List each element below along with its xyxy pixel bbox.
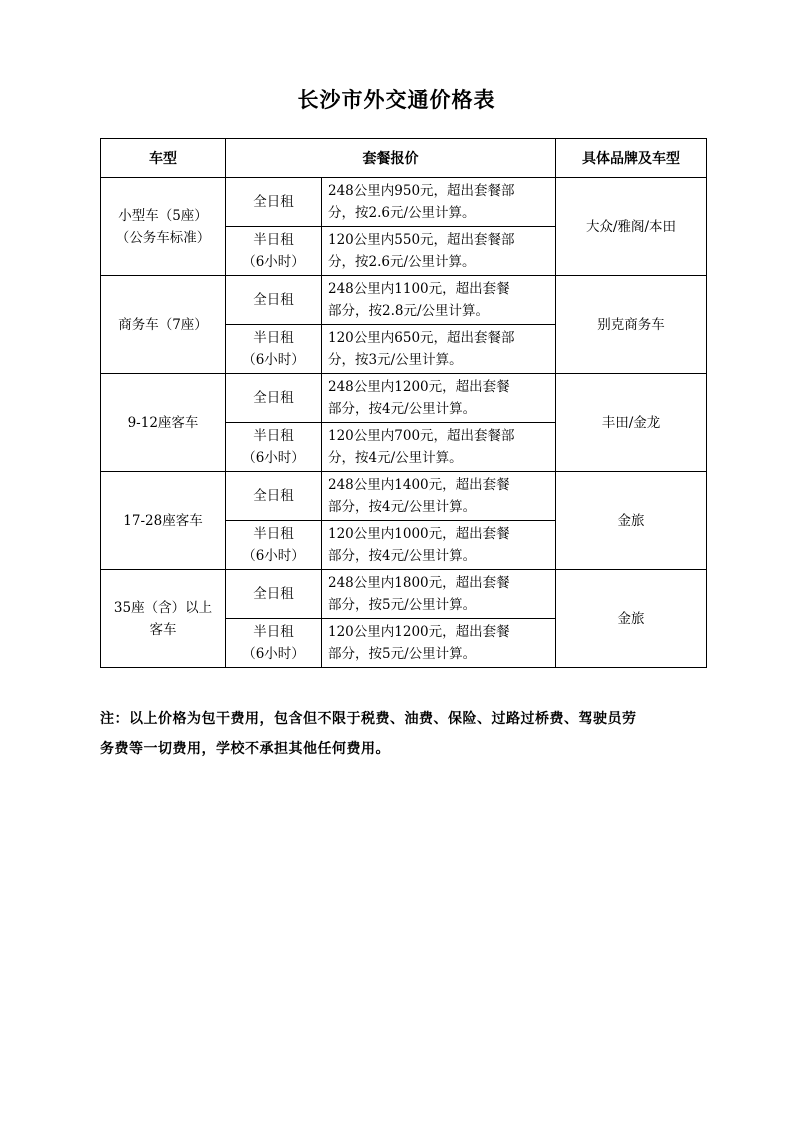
price-desc-line: 分，按4元/公里计算。: [328, 450, 463, 466]
rental-mode-label: 全日租: [253, 390, 294, 406]
rental-mode-cell: [226, 472, 322, 521]
price-desc-line: 248公里内1100元，超出套餐: [328, 281, 510, 297]
rental-mode-cell: [226, 423, 322, 472]
price-desc-line: 120公里内550元，超出套餐部: [328, 232, 515, 248]
rental-mode-cell: [226, 619, 322, 668]
vehicle-type-cell: [101, 178, 226, 276]
price-desc-cell: [322, 423, 556, 472]
price-desc-cell: [322, 374, 556, 423]
price-desc-line: 248公里内1800元，超出套餐: [328, 575, 510, 591]
vehicle-type-cell: [101, 472, 226, 570]
brand-cell: 金旅: [556, 570, 707, 668]
table-header-row: [101, 139, 707, 178]
brand-cell: 别克商务车: [556, 276, 707, 374]
rental-mode-label: 全日租: [253, 586, 294, 602]
price-desc-line: 120公里内700元，超出套餐部: [328, 428, 515, 444]
header-brand-model: 具体品牌及车型: [556, 139, 707, 178]
table-row: [101, 374, 707, 423]
price-desc-line: 248公里内1200元，超出套餐: [328, 379, 510, 395]
rental-mode-label: 半日租: [253, 526, 294, 542]
rental-mode-cell: [226, 276, 322, 325]
rental-mode-label: 半日租: [253, 624, 294, 640]
footnote-line: 注：以上价格为包干费用，包含但不限于税费、油费、保险、过路过桥费、驾驶员劳: [100, 711, 637, 727]
footnote: [100, 704, 710, 764]
rental-mode-label: 全日租: [253, 194, 294, 210]
price-desc-line: 分，按2.6元/公里计算。: [328, 205, 476, 221]
rental-mode-label: 全日租: [253, 488, 294, 504]
price-desc-cell: [322, 178, 556, 227]
rental-mode-sublabel: （6小时）: [242, 352, 305, 368]
vehicle-type-line: 35座（含）以上: [113, 599, 213, 616]
vehicle-type-cell: [101, 570, 226, 668]
rental-mode-label: 全日租: [253, 292, 294, 308]
brand-cell: 大众/雅阁/本田: [556, 178, 707, 276]
price-desc-cell: [322, 521, 556, 570]
page-title: 长沙市外交通价格表: [297, 88, 496, 112]
rental-mode-sublabel: （6小时）: [242, 254, 305, 270]
price-desc-line: 部分，按5元/公里计算。: [328, 597, 477, 613]
rental-mode-cell: [226, 570, 322, 619]
footnote-line: 务费等一切费用，学校不承担其他任何费用。: [100, 741, 390, 757]
vehicle-type-line: 商务车（7座）: [118, 316, 208, 333]
rental-mode-label: 半日租: [253, 232, 294, 248]
price-desc-line: 分，按3元/公里计算。: [328, 352, 463, 368]
table-row: [101, 570, 707, 619]
rental-mode-sublabel: （6小时）: [242, 646, 305, 662]
rental-mode-cell: [226, 374, 322, 423]
table-row: [101, 276, 707, 325]
vehicle-type-line: （公务车标准）: [115, 229, 211, 246]
rental-mode-sublabel: （6小时）: [242, 548, 305, 564]
table-row: [101, 472, 707, 521]
price-desc-line: 120公里内650元，超出套餐部: [328, 330, 515, 346]
brand-cell: 金旅: [556, 472, 707, 570]
price-desc-line: 120公里内1200元，超出套餐: [328, 624, 510, 640]
vehicle-type-line: 9-12座客车: [127, 414, 199, 431]
header-vehicle-type: 车型: [101, 139, 226, 178]
price-table: [100, 138, 707, 668]
price-desc-line: 部分，按4元/公里计算。: [328, 499, 477, 515]
rental-mode-cell: [226, 227, 322, 276]
price-desc-line: 部分，按4元/公里计算。: [328, 401, 477, 417]
price-desc-cell: [322, 570, 556, 619]
rental-mode-cell: [226, 521, 322, 570]
vehicle-type-line: 17-28座客车: [123, 512, 203, 529]
price-desc-line: 248公里内1400元，超出套餐: [328, 477, 510, 493]
rental-mode-sublabel: （6小时）: [242, 450, 305, 466]
price-desc-cell: [322, 472, 556, 521]
brand-cell: 丰田/金龙: [556, 374, 707, 472]
price-desc-line: 120公里内1000元，超出套餐: [328, 526, 510, 542]
table-row: [101, 178, 707, 227]
rental-mode-label: 半日租: [253, 330, 294, 346]
rental-mode-cell: [226, 178, 322, 227]
header-package-price: 套餐报价: [226, 139, 556, 178]
vehicle-type-line: 客车: [149, 621, 177, 638]
price-desc-line: 部分，按2.8元/公里计算。: [328, 303, 490, 319]
vehicle-type-cell: [101, 374, 226, 472]
vehicle-type-line: 小型车（5座）: [118, 207, 208, 224]
vehicle-type-cell: [101, 276, 226, 374]
price-desc-cell: [322, 619, 556, 668]
price-desc-line: 部分，按4元/公里计算。: [328, 548, 477, 564]
rental-mode-label: 半日租: [253, 428, 294, 444]
price-desc-cell: [322, 325, 556, 374]
price-desc-line: 分，按2.6元/公里计算。: [328, 254, 476, 270]
price-desc-cell: [322, 276, 556, 325]
price-desc-cell: [322, 227, 556, 276]
price-desc-line: 248公里内950元，超出套餐部: [328, 183, 515, 199]
price-desc-line: 部分，按5元/公里计算。: [328, 646, 477, 662]
rental-mode-cell: [226, 325, 322, 374]
